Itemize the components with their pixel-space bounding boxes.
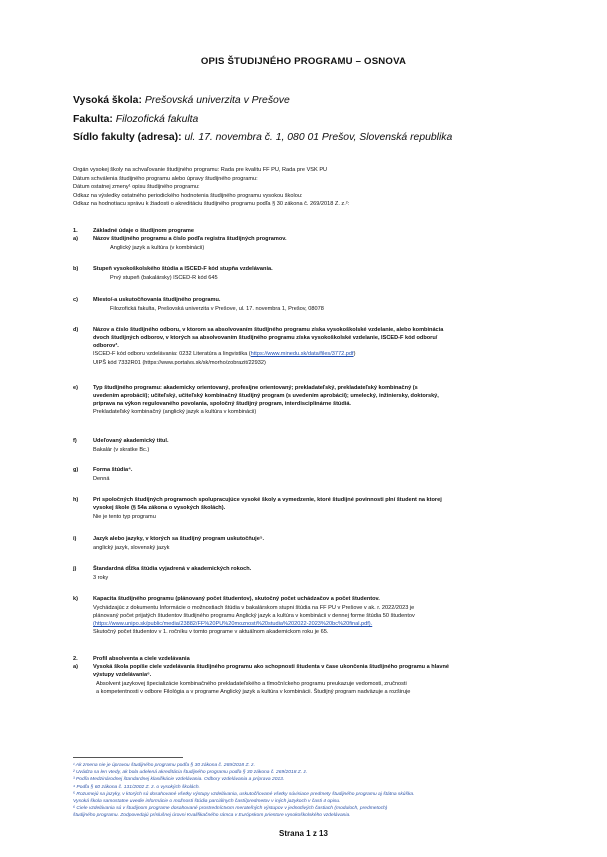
meta-approval-date: Dátum schválenia študijného programu alebo úpravy študijného programu: <box>73 175 258 182</box>
footnote-4: ⁴ Podľa § 60 zákona č. 131/2002 Z. z. o vysokých školách. <box>73 784 200 790</box>
isced-link[interactable]: https://www.minedu.sk/data/files/3772.pdf <box>250 351 354 357</box>
faculty-line: Fakulta: Filozofická fakulta <box>73 114 199 125</box>
footnote-2: ² Uvádza sa len vtedy, ak bola udelená akreditácia študijného programu podľa § 30 zákona č. 269/2018 Z. z. <box>73 770 308 776</box>
meta-last-change: Dátum ostatnej zmeny¹ opisu študijného programu: <box>73 184 200 191</box>
meta-periodic-review: Odkaz na výsledky ostatného periodického hodnotenia študijného programu vysokou školou: <box>73 192 303 199</box>
seat-line: Sídlo fakulty (adresa): ul. 17. novembra č. 1, 080 01 Prešov, Slovenská republika <box>73 132 453 143</box>
document-title: OPIS ŠTUDIJNÉHO PROGRAMU – OSNOVA <box>200 56 407 67</box>
meta-block <box>73 166 349 209</box>
footnote-3: ³ Podľa Medzinárodnej štandardnej klasifikácie vzdelávania. Odbory vzdelávania a príprava 2013. <box>73 777 285 783</box>
page-number: Strana 1 z 13 <box>279 829 328 838</box>
footnote-divider <box>73 757 183 758</box>
footnotes <box>73 762 415 820</box>
footnote-5: ⁵ Rozumejú sa jazyky, v ktorých sú dosahované všetky výstupy vzdelávania, uskutočňované všetky súvisiace predmety študijného programu aj štátna skúška. <box>73 791 415 797</box>
footnote-5-cont: Vysoká škola samostatne uvedie informácie o možnosti štúdia parciálnych častí/predmetov v iných jazykoch v časti 4 opisu. <box>73 799 341 805</box>
capacity-link[interactable]: (https://www.unipo.sk/public/media/23882/FF%20PU%20moznosti%20studia%202022-2023%20bc%20final.pdf). <box>93 621 373 627</box>
footnote-6: ⁶ Ciele vzdelávania sú v študijnom programe dosahované prostredníctvom merateľných výstupov v jednotlivých častiach (moduloch, predmetoch) <box>73 806 388 812</box>
section-2-heading: Profil absolventa a ciele vzdelávania <box>93 656 190 662</box>
footnote-6-cont: študijného programu. Zodpovedajú príslušnej úrovni Kvalifikačného rámca v Európskom priestore vysokoškolského vzdelávania. <box>73 813 351 819</box>
meta-approval-body: Orgán vysokej školy na schvaľovanie študijného programu: Rada pre kvalitu FF PU, Rada pre VSK PU <box>73 167 328 173</box>
meta-accreditation-report: Odkaz na hodnotiacu správu k žiadosti o akreditáciu študijného programu podľa § 30 zákona č. 269/2018 Z. z.²: <box>73 201 350 208</box>
section-1-heading: Základné údaje o študijnom programe <box>93 228 195 234</box>
footnote-1: ¹ Ak zmena nie je úpravou študijného programu podľa § 30 zákona č. 269/2018 Z. z. <box>73 763 255 768</box>
school-line: Vysoká škola: Prešovská univerzita v Prešove <box>73 95 290 106</box>
